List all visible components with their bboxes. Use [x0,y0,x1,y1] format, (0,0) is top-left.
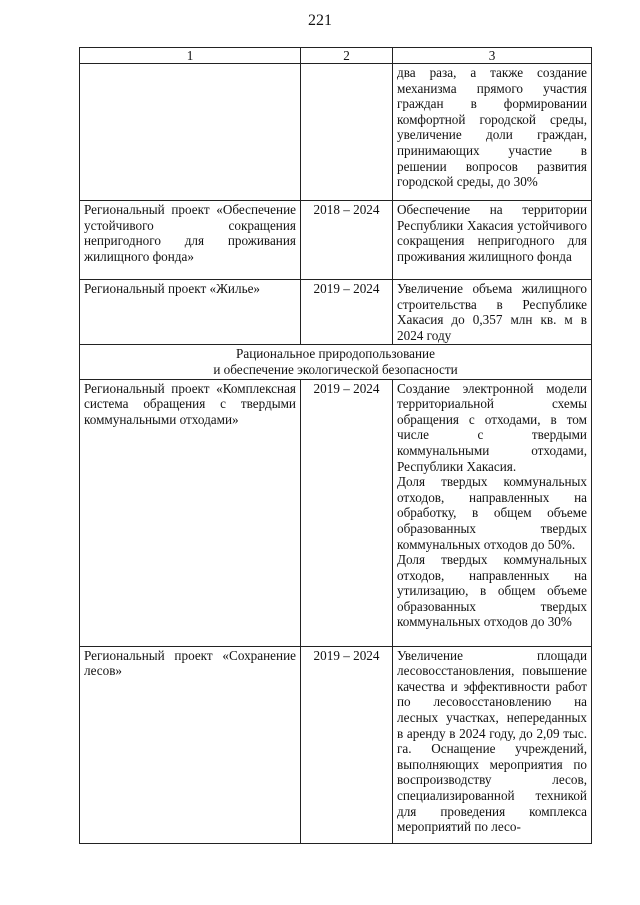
table-header-row [80,48,592,64]
results-paragraph: Доля твердых коммунальных отходов, направленных на обработку, в общем объеме образованных твердых коммунальных отходов до 50%. [397,474,587,552]
project-cell: Региональный проект «Комплексная система обращения с твердыми коммунальными отходами» [80,379,301,646]
section-heading-row [80,345,592,379]
period-cell: 2019 – 2024 [301,280,393,345]
period-cell: 2019 – 2024 [301,646,393,843]
table-row-continuation [80,64,592,201]
page-number: 221 [308,12,332,29]
table-row-forest-conservation [80,646,592,843]
results-paragraph: Увеличение площади лесовосстановления, повышение качества и эффективности работ по лесовосстановлению на лесных участках, непереданных в аренду в 2024 году, до 2,09 тыс. га. Оснащение учреждений, выполняющих мероприятия по воспроизводству лесов, специализированной техникой для проведения комплекса мероприятий по лесо- [397,647,587,835]
results-cell [393,64,592,201]
document-table [79,47,592,844]
table-row-waste-management [80,379,592,646]
column-header-3: 3 [393,48,592,64]
results-cell [393,646,592,843]
column-header-2: 2 [301,48,393,64]
section-heading-line-1: Рациональное природопользование [236,346,435,362]
section-heading-line-2: и обеспечение экологической безопасности [213,361,458,377]
table-row-housing [80,280,592,345]
results-paragraph: Доля твердых коммунальных отходов, направленных на утилизацию, в общем объеме образованных твердых коммунальных отходов до 30% [397,552,587,630]
results-cell [393,201,592,280]
results-paragraph: два раза, а также создание механизма прямого участия граждан в формировании комфортной городской среды, увеличение доли граждан, принимающих участие в решении вопросов развития городской среды, до 30% [397,65,587,190]
results-paragraph: Создание электронной модели территориальной схемы обращения с отходами, в том числе с твердыми коммунальными отходами, Республики Хакасия. [397,380,587,474]
period-cell [301,64,393,201]
results-cell [393,379,592,646]
project-cell: Региональный проект «Сохранение лесов» [80,646,301,843]
results-cell [393,280,592,345]
project-cell: Региональный проект «Обеспечение устойчивого сокращения непригодного для проживания жилищного фонда» [80,201,301,280]
section-heading [80,345,592,379]
table-row-housing-resettlement [80,201,592,280]
period-cell: 2019 – 2024 [301,379,393,646]
project-cell [80,64,301,201]
results-paragraph: Обеспечение на территории Республики Хакасия устойчивого сокращения непригодного для проживания жилищного фонда [397,202,587,264]
period-cell: 2018 – 2024 [301,201,393,280]
column-header-1: 1 [80,48,301,64]
project-cell: Региональный проект «Жилье» [80,280,301,345]
results-paragraph: Увеличение объема жилищного строительства в Республике Хакасия до 0,357 млн кв. м в 2024 году [397,281,587,343]
